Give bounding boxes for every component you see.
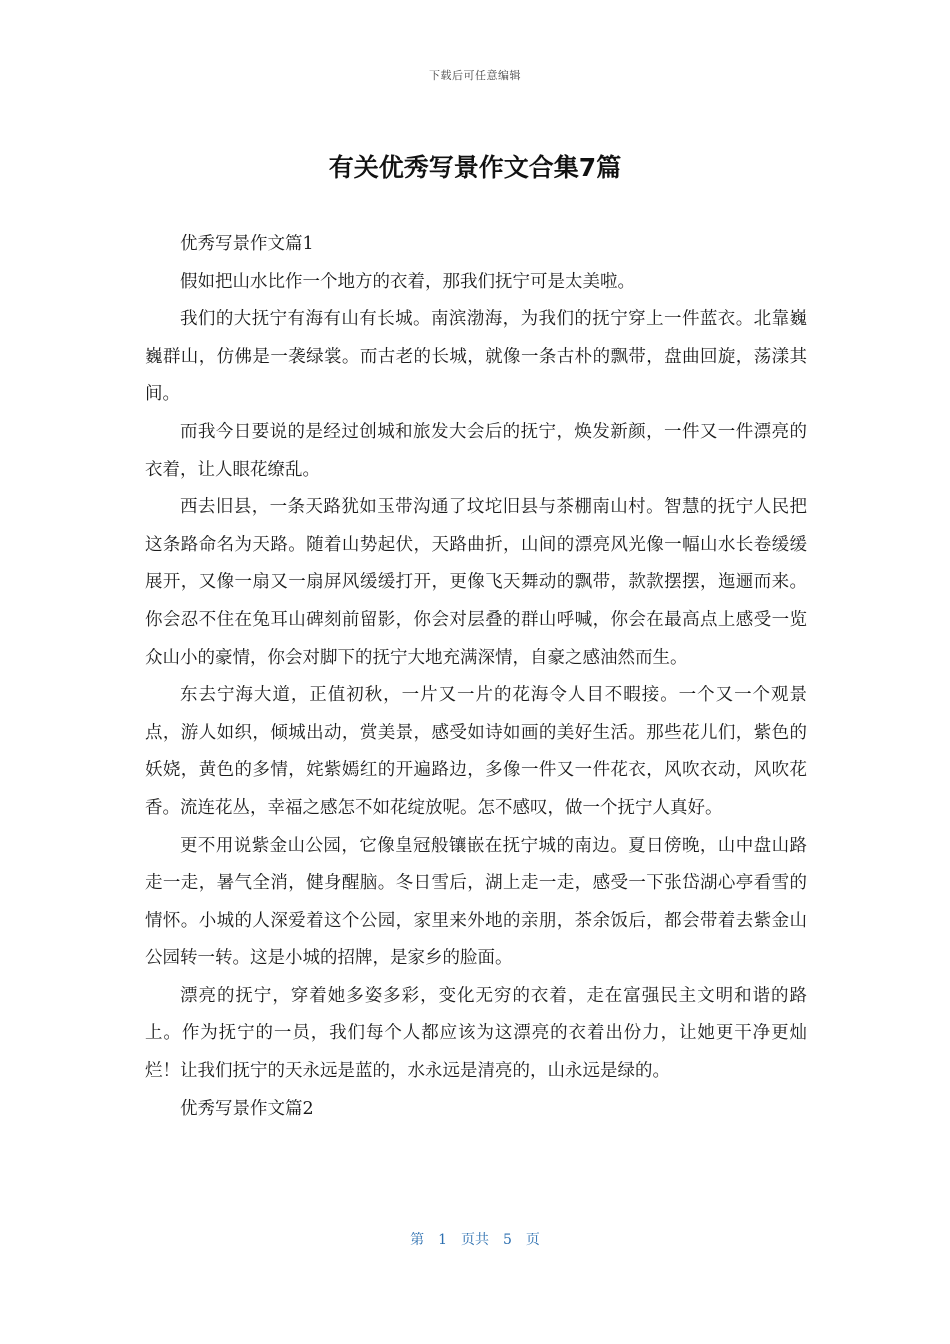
footer-total-pages: 5 (503, 1232, 512, 1248)
paragraph: 更不用说紫金山公园，它像皇冠般镶嵌在抚宁城的南边。夏日傍晚，山中盘山路走一走，暑气全消，健身醒脑。冬日雪后，湖上走一走，感受一下张岱湖心亭看雪的情怀。小城的人深爱着这个公园，家里来外地的亲朋，茶余饭后，都会带着去紫金山公园转一转。这是小城的招牌，是家乡的脸面。 (145, 835, 807, 969)
footer-current-page: 1 (438, 1232, 447, 1248)
paragraph: 假如把山水比作一个地方的衣着，那我们抚宁可是太美啦。 (180, 271, 635, 292)
document-title: 有关优秀写景作文合集7篇 (328, 153, 622, 182)
footer-suffix: 页 (525, 1232, 540, 1248)
paragraph: 东去宁海大道，正值初秋，一片又一片的花海令人目不暇接。一个又一个观景点，游人如织，倾城出动，赏美景，感受如诗如画的美好生活。那些花儿们，紫色的妖娆，黄色的多情，姹紫嫣红的开遍路边，多像一件又一件花衣，风吹衣动，风吹花香。流连花丛，幸福之感怎不如花绽放呢。怎不感叹，做一个抚宁人真好。 (145, 685, 807, 818)
paragraph: 我们的大抚宁有海有山有长城。南滨渤海，为我们的抚宁穿上一件蓝衣。北靠巍巍群山，仿佛是一袭绿裳。而古老的长城，就像一条古朴的飘带，盘曲回旋，荡漾其间。 (145, 309, 807, 405)
page-number-footer (0, 1229, 950, 1249)
paragraph: 而我今日要说的是经过创城和旅发大会后的抚宁，焕发新颜，一件又一件漂亮的衣着，让人眼花缭乱。 (145, 421, 807, 480)
paragraph: 漂亮的抚宁，穿着她多姿多彩，变化无穷的衣着，走在富强民主文明和谐的路上。作为抚宁的一员，我们每个人都应该为这漂亮的衣着出份力，让她更干净更灿烂！让我们抚宁的天永远是蓝的，水永远是清亮的，山永远是绿的。 (145, 985, 807, 1082)
document-body (145, 226, 807, 1128)
paragraph: 西去旧县，一条天路犹如玉带沟通了坟坨旧县与茶棚南山村。智慧的抚宁人民把这条路命名为天路。随着山势起伏，天路曲折，山间的漂亮风光像一幅山水长卷缓缓展开，又像一扇又一扇屏风缓缓打开，更像飞天舞动的飘带，款款摆摆，迤逦而来。你会忍不住在兔耳山碑刻前留影，你会对层叠的群山呼喊，你会在最高点上感受一览众山小的豪情，你会对脚下的抚宁大地充满深情，自豪之感油然而生。 (145, 497, 807, 668)
section-heading: 优秀写景作文篇1 (180, 234, 314, 254)
section-heading: 优秀写景作文篇2 (180, 1098, 314, 1119)
header-note: 下载后可任意编辑 (429, 69, 521, 82)
footer-middle: 页共 (461, 1232, 489, 1248)
footer-prefix: 第 (410, 1232, 425, 1248)
